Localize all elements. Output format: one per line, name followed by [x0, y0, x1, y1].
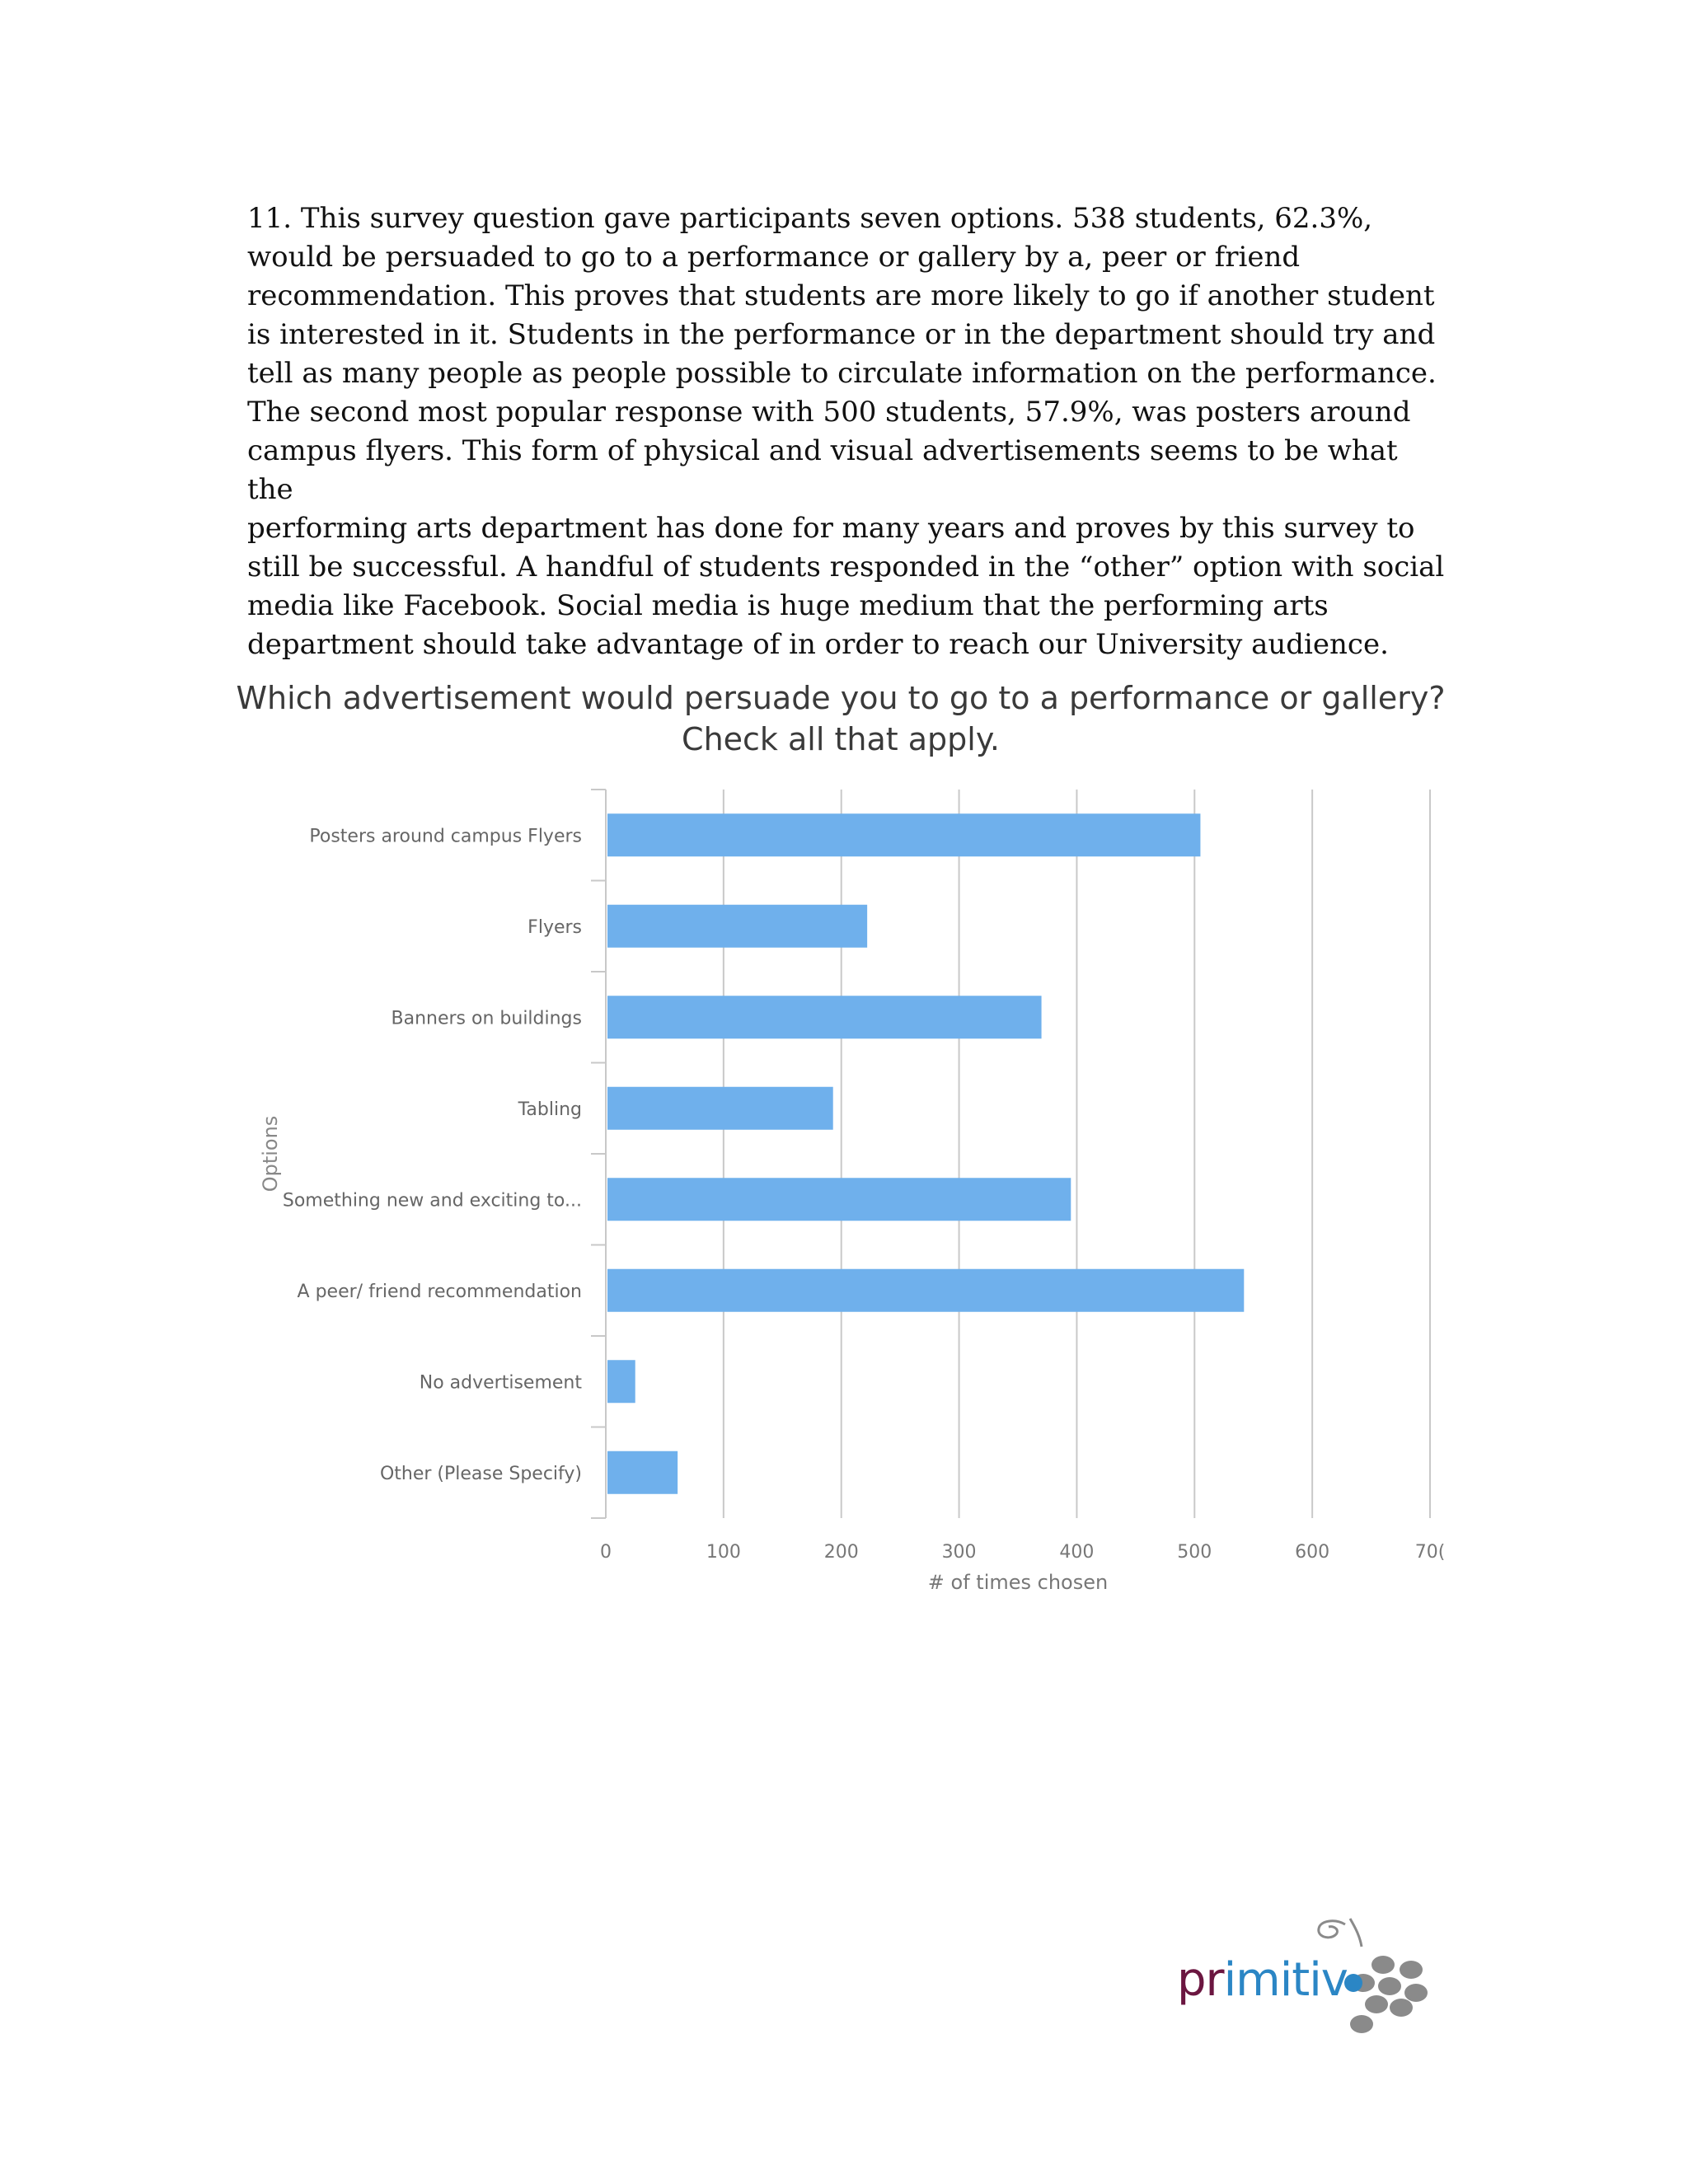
x-tick-label: 70( — [1414, 1542, 1446, 1563]
y-category-label: Other (Please Specify) — [379, 1463, 582, 1484]
bar — [607, 1269, 1244, 1312]
x-axis-title: # of times chosen — [927, 1571, 1109, 1594]
body-paragraph: 11. This survey question gave participants seven options. 538 students, 62.3%, would be persuaded to go to a performance or gallery by a, peer or friend recommendation. This proves that students are more likely to go if another student is interested in it. Students in the performance or in the department should try and tell as many people as people possible to circulate information on the performance. The second most popular response with 500 students, 57.9%, was posters around campus flyers. This form of physical and visual advertisements seems to be what the performing arts department has done for many years and proves by this survey to still be successful. A handful of students responded in the “other” option with social media like Facebook. Social media is huge medium that the performing arts department should take advantage of in order to reach our University audience. — [247, 202, 1445, 661]
bar — [607, 813, 1200, 856]
y-category-label: Flyers — [528, 916, 582, 938]
y-category-label: No advertisement — [419, 1372, 582, 1394]
logo-text-rest: imitiv — [1223, 1953, 1348, 2007]
bar — [607, 1178, 1071, 1221]
bar — [607, 1087, 833, 1130]
bar — [607, 1360, 635, 1403]
y-axis-title: Options — [259, 1115, 282, 1193]
y-category-label: Something new and exciting to... — [282, 1190, 582, 1212]
y-category-label: Banners on buildings — [391, 1008, 582, 1029]
chart-subtitle: Check all that apply. — [682, 721, 1000, 757]
bar — [607, 1451, 678, 1494]
x-tick-label: 200 — [823, 1542, 859, 1563]
x-tick-label: 100 — [706, 1542, 741, 1563]
chart-title: Which advertisement would persuade you to go to a performance or gallery? — [236, 680, 1446, 716]
y-category-label: Posters around campus Flyers — [309, 826, 582, 847]
x-tick-label: 600 — [1295, 1542, 1330, 1563]
x-tick-label: 500 — [1177, 1542, 1212, 1563]
bar — [607, 905, 867, 948]
bar — [607, 996, 1042, 1038]
x-tick-label: 300 — [941, 1542, 977, 1563]
x-tick-label: 400 — [1059, 1542, 1095, 1563]
y-category-label: Tabling — [518, 1099, 582, 1120]
logo-wordmark — [1177, 1953, 1348, 2007]
x-tick-label: 0 — [600, 1542, 612, 1563]
primitivo-logo — [1170, 1904, 1434, 2044]
y-category-label: A peer/ friend recommendation — [297, 1281, 582, 1302]
logo-text-pr: pr — [1177, 1953, 1224, 2007]
